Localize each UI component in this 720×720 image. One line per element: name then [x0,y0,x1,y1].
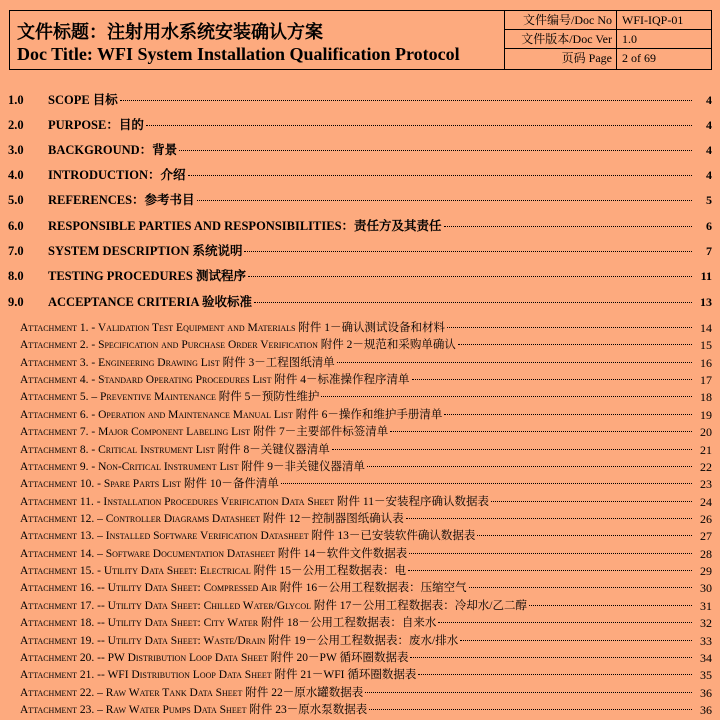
toc-attachment-title: Attachment 18. -- Utility Data Sheet: City Water 附件 18－公用工程数据表：自来水 [20,617,437,630]
toc-entry[interactable] [0,142,720,158]
toc-entry[interactable] [0,294,720,310]
toc-attachment-title-line [20,633,694,649]
toc-attachment-page: 30 [700,581,712,596]
toc-attachment-title: Attachment 12. – Controller Diagrams Datasheet 附件 12－控制器图纸确认表 [20,513,404,525]
toc-entry[interactable] [0,218,720,234]
toc-attachment-entry[interactable] [0,615,720,631]
toc-leader-dots [469,587,692,588]
toc-attachment-entry[interactable] [0,580,720,596]
toc-attachment-title-line [20,389,694,405]
toc-attachment-title: Attachment 11. - Installation Procedures Verification Data Sheet 附件 11－安装程序确认数据表 [20,495,490,508]
toc-attachment-page: 17 [700,373,712,388]
toc-leader-dots [444,226,692,227]
toc-entry-title: TESTING PROCEDURES 测试程序 [48,269,246,283]
toc-attachment-title: Attachment 14. – Software Documentation Datasheet 附件 14－软件文件数据表 [20,547,408,560]
toc-attachment-entry[interactable] [0,424,720,440]
toc-leader-dots [197,200,692,201]
toc-attachment-page: 15 [700,338,712,353]
toc-attachment-title-line [20,702,694,718]
page-value: 2 of 69 [622,51,656,65]
toc-attachment-page: 34 [700,650,712,665]
toc-attachment-entry[interactable] [0,633,720,649]
toc-entry-number: 9.0 [8,295,24,309]
toc-attachment-entry[interactable] [0,528,720,544]
toc-leader-dots [406,518,692,519]
toc-entry[interactable] [0,192,720,208]
toc-attachment-title-line [20,580,694,596]
toc-attachment-title: Attachment 22. – Raw Water Tank Data Sheet 附件 22－原水罐数据表 [20,686,364,699]
toc-leader-dots [408,570,692,571]
toc-attachment-title: Attachment 2. - Specification and Purchase Order Verification 附件 2－规范和采购单确认 [20,339,456,352]
toc-leader-dots [248,276,692,277]
toc-leader-dots [444,414,692,415]
toc-attachment-title: Attachment 10. - Spare Parts List 附件 10－备件清单 [20,478,279,491]
toc-entry-title-line [48,167,694,183]
toc-attachment-page: 24 [700,494,712,509]
toc-entry[interactable] [0,117,720,133]
toc-entry-title-line [48,268,694,284]
toc-leader-dots [337,362,692,363]
toc-entry-page: 11 [700,269,712,283]
toc-leader-dots [179,150,692,151]
toc-attachment-title: Attachment 7. - Major Component Labeling List 附件 7－主要部件标签清单 [20,426,389,439]
toc-attachment-entry[interactable] [0,667,720,683]
toc-leader-dots [321,396,692,397]
toc-leader-dots [460,640,692,641]
toc-attachment-page: 22 [700,459,712,474]
toc-attachment-entry[interactable] [0,563,720,579]
toc-attachment-title: Attachment 23. – Raw Water Pumps Data Sheet 附件 23－原水泵数据表 [20,703,368,716]
toc-attachment-title: Attachment 15. - Utility Data Sheet: Electrical 附件 15－公用工程数据表：电 [20,565,407,577]
toc-entry-number: 8.0 [8,269,24,283]
toc-attachment-title: Attachment 8. - Critical Instrument List 附件 8－关键仪器清单 [20,443,330,456]
toc-leader-dots [365,692,692,693]
toc-attachment-title-line [20,355,694,371]
toc-attachment-title-line [20,424,694,440]
doc-ver-label: 文件版本/Doc Ver [505,30,617,48]
toc-leader-dots [390,431,692,432]
toc-attachment-page: 26 [700,512,712,526]
doc-title-chinese: 文件标题：注射用水系统安装确认方案 [17,22,323,42]
toc-leader-dots [146,125,692,126]
toc-leader-dots [244,251,692,252]
toc-attachment-entry[interactable] [0,476,720,492]
toc-attachment-entry[interactable] [0,598,720,614]
toc-attachment-title-line [20,650,694,666]
toc-entry-page: 6 [706,219,712,233]
toc-entry-title: SCOPE 目标 [48,93,118,107]
toc-attachment-entry[interactable] [0,320,720,336]
toc-leader-dots [447,327,692,328]
toc-leader-dots [412,379,692,380]
toc-attachment-title-line [20,337,694,353]
toc-attachment-page: 19 [700,407,712,422]
toc-attachment-page: 23 [700,477,712,492]
toc-attachment-entry[interactable] [0,494,720,510]
toc-attachment-page: 31 [700,598,712,613]
toc-leader-dots [254,302,692,303]
toc-attachment-title-line [20,563,694,579]
toc-attachment-entry[interactable] [0,702,720,718]
toc-leader-dots [491,501,692,502]
toc-attachment-page: 36 [700,702,712,717]
toc-attachment-entry[interactable] [0,546,720,562]
toc-attachment-title-line [20,615,694,631]
toc-attachment-title: Attachment 16. -- Utility Data Sheet: Compressed Air 附件 16－公用工程数据表：压缩空气 [20,582,467,595]
toc-entry-title-line [48,142,694,158]
toc-attachment-entry[interactable] [0,650,720,666]
toc-entry-title: INTRODUCTION：介绍 [48,168,186,182]
toc-attachment-page: 21 [700,442,712,457]
toc-attachment-entry[interactable] [0,459,720,475]
toc-attachment-page: 16 [700,355,712,370]
toc-entry-page: 7 [706,244,712,258]
toc-entry-title-line [48,192,694,208]
toc-entry-number: 7.0 [8,244,24,258]
toc-entry-number: 2.0 [8,118,24,132]
toc-attachment-title-line [20,459,694,475]
toc-leader-dots [281,483,692,484]
toc-attachment-title: Attachment 21. -- WFI Distribution Loop Data Sheet 附件 21－WFI 循环圈数据表 [20,669,417,682]
toc-entry-title-line [48,294,694,310]
toc-entry-page: 4 [706,118,712,132]
toc-entry-page: 5 [706,193,712,207]
doc-no-label: 文件编号/Doc No [505,11,617,29]
toc-attachment-title: Attachment 3. - Engineering Drawing List 附件 3－工程图纸清单 [20,356,335,369]
toc-attachment-page: 20 [700,425,712,440]
toc-entry-title: BACKGROUND：背景 [48,143,178,157]
toc-attachment-page: 28 [700,546,712,561]
toc-leader-dots [418,674,692,675]
toc-attachment-title: Attachment 6. - Operation and Maintenance Manual List 附件 6－操作和维护手册清单 [20,408,443,421]
toc-entry-number: 4.0 [8,168,24,182]
toc-attachment-title-line [20,320,694,336]
toc-attachment-page: 14 [700,321,712,335]
toc-attachment-entry[interactable] [0,372,720,388]
toc-attachment-title-line [20,667,694,683]
toc-entry[interactable] [0,167,720,183]
toc-attachment-title-line [20,598,694,614]
toc-attachment-entry[interactable] [0,407,720,423]
toc-attachment-entry[interactable] [0,337,720,353]
toc-attachment-title: Attachment 1. - Validation Test Equipment and Materials 附件 1－确认测试设备和材料 [20,322,446,334]
toc-attachment-entry[interactable] [0,511,720,527]
toc-attachment-page: 27 [700,529,712,544]
toc-leader-dots [188,175,692,176]
toc-entry-title: ACCEPTANCE CRITERIA 验收标准 [48,295,252,309]
toc-leader-dots [367,466,692,467]
toc-entry-title-line [48,117,694,133]
toc-attachment-title-line [20,511,694,527]
toc-entry-title: SYSTEM DESCRIPTION 系统说明 [48,244,243,258]
toc-entry-title: RESPONSIBLE PARTIES AND RESPONSIBILITIES：责任方及其责任 [48,219,442,233]
toc-entry[interactable] [0,92,720,108]
toc-entry-number: 3.0 [8,143,24,157]
toc-leader-dots [477,535,692,536]
toc-entry-page: 4 [706,93,712,107]
toc-attachment-title: Attachment 9. - Non-Critical Instrument List 附件 9－非关键仪器清单 [20,460,365,473]
toc-attachment-title: Attachment 4. - Standard Operating Procedures List 附件 4－标准操作程序清单 [20,374,410,387]
toc-attachment-title: Attachment 5. – Preventive Maintenance 附件 5－预防性维护 [20,391,320,404]
toc-attachment-title: Attachment 19. -- Utility Data Sheet: Waste/Drain 附件 19－公用工程数据表：废水/排水 [20,634,459,647]
toc-attachment-title-line [20,494,694,510]
toc-entry-number: 6.0 [8,219,24,233]
toc-entry-number: 5.0 [8,193,24,207]
toc-attachment-entry[interactable] [0,355,720,371]
toc-entry-page: 4 [706,143,712,157]
toc-attachment-title-line [20,528,694,544]
toc-attachment-title: Attachment 13. – Installed Software Verification Datasheet 附件 13－已安装软件确认数据表 [20,530,476,543]
toc-attachment-page: 29 [700,564,712,578]
toc-attachment-page: 32 [700,616,712,631]
toc-attachment-entry[interactable] [0,389,720,405]
toc-leader-dots [120,100,692,101]
toc-entry-title: REFERENCES：参考书目 [48,193,195,207]
toc-attachment-title-line [20,546,694,562]
toc-leader-dots [458,344,692,345]
toc-leader-dots [369,709,692,710]
page-label: 页码 Page [505,49,617,69]
toc-leader-dots [332,449,692,450]
toc-attachment-title-line [20,372,694,388]
toc-attachment-title-line [20,407,694,423]
toc-entry[interactable] [0,268,720,284]
toc-entry-title-line [48,243,694,259]
toc-attachment-page: 36 [700,685,712,700]
toc-entry-title: PURPOSE：目的 [48,118,144,132]
toc-leader-dots [409,553,692,554]
toc-attachment-title-line [20,685,694,701]
toc-attachment-entry[interactable] [0,442,720,458]
toc-attachment-page: 35 [700,668,712,683]
toc-entry-title-line [48,92,694,108]
toc-attachment-title-line [20,476,694,492]
doc-no-value: WFI-IQP-01 [622,13,684,27]
toc-attachment-title: Attachment 17. -- Utility Data Sheet: Chilled Water/Glycol 附件 17－公用工程数据表：冷却水/乙二醇 [20,599,527,612]
toc-leader-dots [410,657,692,658]
doc-title-english: Doc Title: WFI System Installation Qualification Protocol [17,44,460,64]
toc-entry[interactable] [0,243,720,259]
toc-entry-title-line [48,218,694,234]
toc-entry-page: 13 [700,295,712,309]
doc-ver-value: 1.0 [622,32,637,46]
toc-entry-page: 4 [706,168,712,182]
toc-entry-number: 1.0 [8,93,24,107]
toc-attachment-page: 33 [700,633,712,648]
toc-attachment-entry[interactable] [0,685,720,701]
toc-leader-dots [529,605,692,606]
toc-attachment-title-line [20,442,694,458]
toc-attachment-page: 18 [700,390,712,405]
toc-leader-dots [438,622,692,623]
toc-attachment-title: Attachment 20. -- PW Distribution Loop Data Sheet 附件 20－PW 循环圈数据表 [20,651,409,664]
